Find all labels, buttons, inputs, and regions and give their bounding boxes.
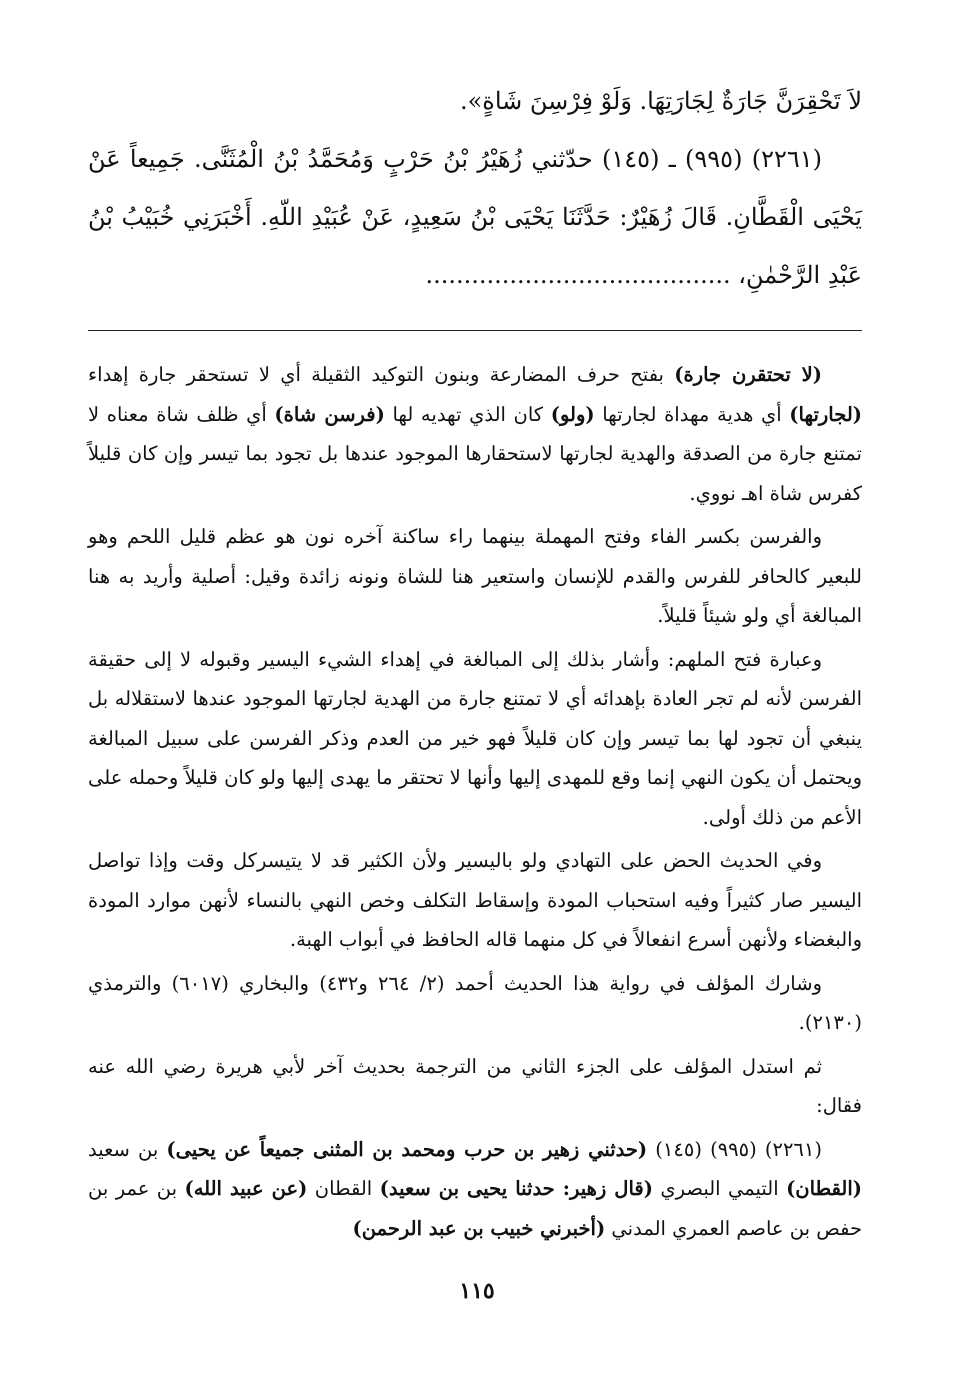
bold-term: (قال زهير: حدثنا يحيى بن سعيد) (379, 1177, 653, 1200)
commentary-paragraph: وشارك المؤلف في رواية هذا الحديث أحمد (٢/ ٢٦٤ و٤٣٢) والبخاري (٦٠١٧) والترمذي (٢١٣٠). (88, 971, 862, 1034)
commentary-text: أي هدية مهداة لجارتها (594, 402, 790, 426)
hadith-text (88, 72, 862, 304)
footnote-divider (88, 330, 862, 331)
commentary-paragraph (88, 1130, 862, 1249)
commentary-text: التيمي البصري (652, 1177, 787, 1200)
bold-term: (أخبرني خبيب بن عبد الرحمن) (352, 1216, 606, 1240)
commentary-paragraph: ثم استدل المؤلف على الجزء الثاني من الترجمة بحديث آخر لأبي هريرة رضي الله عنه فقال: (88, 1054, 862, 1117)
commentary-paragraph: وفي الحديث الحض على التهادي ولو باليسير ولأن الكثير قد لا يتيسركل وقت وإذا تواصل اليسير صار كثيراً وفيه استحباب المودة وإسقاط التكلف وخص النهي بالنساء لأنهن موارد المودة والبغضاء ولأنهن أسرع انفعالاً في كل منهما قاله الحافظ في أبواب الهبة. (88, 849, 862, 951)
bold-term: (لجارتها) (789, 402, 862, 426)
commentary-text: (٢٢٦١) (٩٩٥) (١٤٥) (647, 1137, 822, 1161)
commentary-text: بن عمر بن حفص بن عاصم العمري المدني (88, 1177, 862, 1240)
hadith-chain-paragraph: (٢٢٦١) (٩٩٥) ـ (١٤٥) حدّثني زُهَيْرُ بْنُ حَرْبٍ وَمُحَمَّدُ بْنُ الْمُثَنَّى. جَمِيعاً عَنْ يَحْيَى الْقَطَّانِ. قَالَ زُهَيْرٌ: حَدَّثَنَا يَحْيَى بْنُ سَعِيدٍ، عَنْ عُبَيْدِ اللّهِ. أَخْبَرَنِي خُبَيْبُ بْنُ عَبْدِ الرَّحْمٰنِ، ........................................ (88, 145, 862, 289)
hadith-line: لاَ تَحْقِرَنَّ جَارَةٌ لِجَارَتِهَا. وَلَوْ فِرْسِنَ شَاةٍ». (459, 87, 862, 115)
commentary-paragraph: والفرسن بكسر الفاء وفتح المهملة بينهما راء ساكنة آخره نون هو عظم قليل اللحم وهو للبعير كالحافر للفرس والقدم للإنسان واستعير هنا للشاة ونونه زائدة وقيل: أصلية وأريد به هنا المبالغة أي ولو شيئاً قليلاً. (88, 525, 862, 627)
commentary-paragraph (88, 355, 862, 513)
bold-term: (القطان) (786, 1177, 862, 1200)
commentary-text: أي ظلف شاة معناه لا تمتنع جارة من الصدقة والهدية لجارتها لاستحقارها الموجود عندها بل تجود بما تيسر وإن كان قليلاً كفرس شاة اهـ نووي. (88, 402, 862, 505)
commentary-text: كان الذي تهديه لها (384, 402, 551, 426)
commentary (88, 355, 862, 1248)
bold-term: (عن عبيد الله) (184, 1177, 308, 1200)
bold-term: (ولو) (550, 402, 595, 426)
commentary-text: بن سعيد (88, 1137, 167, 1161)
commentary-paragraph: وعبارة فتح الملهم: وأشار بذلك إلى المبالغة في إهداء الشيء اليسير وقبوله لا إلى حقيقة الفرسن لأنه لم تجر العادة بإهدائه أي لا تمتنع جارة من الهدية لجارتها الموجود عندها لاستقلاله بل ينبغي أن تجود لها بما تيسر وإن كان قليلاً فهو خير من العدم وذكر الفرسن على سبيل المبالغة ويحتمل أن يكون النهي إنما وقع للمهدى إليها وأنها لا تحتقر ما يهدى إليها ولو كان قليلاً وحمله على الأعم من ذلك أولى. (88, 647, 862, 829)
bold-term: (فرسن شاة) (274, 402, 385, 426)
bold-term: (حدثني زهير بن حرب ومحمد بن المثنى جميعاً عن يحيى) (166, 1137, 648, 1161)
commentary-text: القطان (307, 1177, 380, 1200)
page-number: ١١٥ (459, 1278, 495, 1304)
commentary-text: بفتح حرف المضارعة وبنون التوكيد الثقيلة أي لا تستحقر جارة إهداء (88, 363, 675, 386)
bold-term: (لا تحتقرن جارة) (674, 363, 822, 386)
